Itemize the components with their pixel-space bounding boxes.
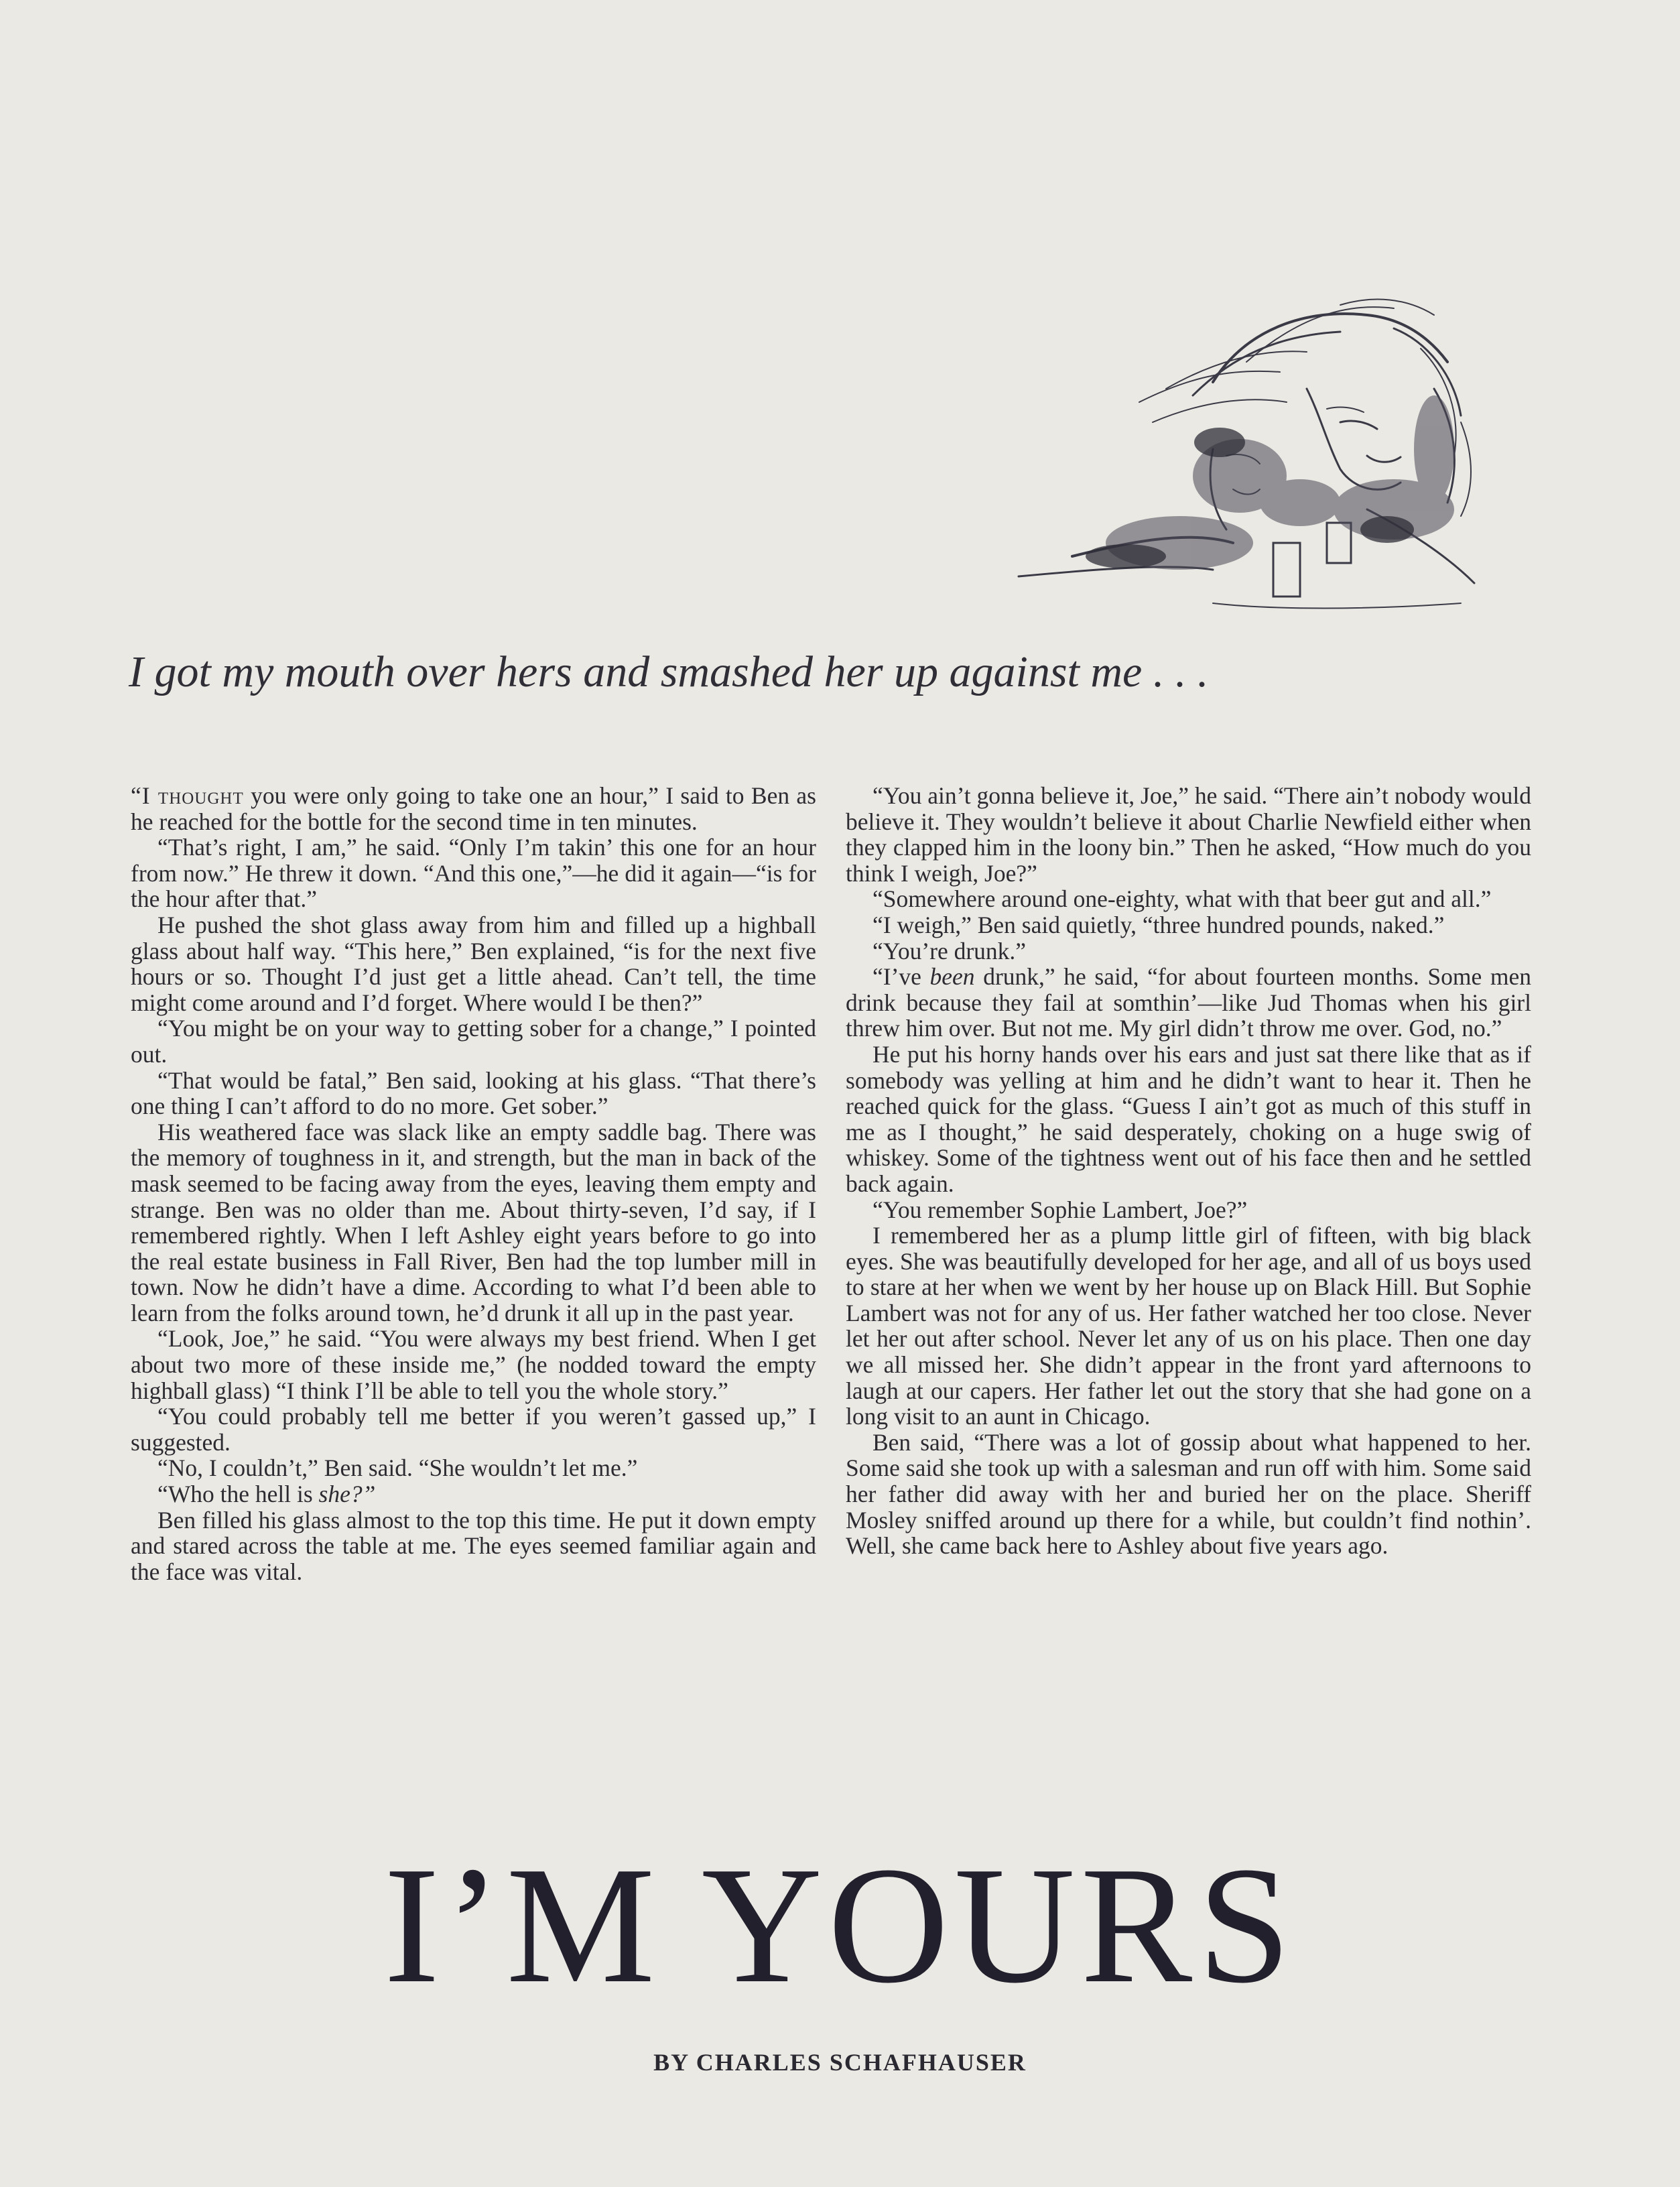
story-column-left xyxy=(131,783,816,1584)
story-paragraph: “I weigh,” Ben said quietly, “three hundred pounds, naked.” xyxy=(873,911,1445,938)
byline: BY CHARLES SCHAFHAUSER xyxy=(653,2049,1027,2076)
story-paragraph: His weathered face was slack like an empty saddle bag. There was the memory of toughness in it, and strength, but the man in back of the mask seemed to be facing away from the eyes, leaving them empty and strange. Ben was no older than me. About thirty-seven, I’d say, if I remembered rightly. When I left Ashley eight years before to go into the real estate business in Fall River, Ben had the top lumber mill in town. Now he didn’t have a dime. According to what I’d been able to learn from the folks around town, he’d drunk it all up in the past year. xyxy=(131,1118,816,1326)
story-paragraph: Ben said, “There was a lot of gossip about what happened to her. Some said she took up with a salesman and run off with him. Some said her father did away with her and buried her on the place. Sheriff Mosley sniffed around up there for a while, but couldn’t find nothin’. Well, she came back here to Ashley about five years ago. xyxy=(846,1428,1531,1560)
story-paragraph: “You’re drunk.” xyxy=(873,937,1027,964)
story-paragraph: He put his horny hands over his ears and just sat there like that as if somebody was yelling at him and he didn’t want to hear it. Then he reached quick for the glass. “Guess I ain’t got as much of this stuff in me as I thought,” he said desperately, choking on a huge swig of whiskey. Some of the tightness went out of his face then and he settled back again. xyxy=(846,1040,1531,1197)
story-paragraph: He pushed the shot glass away from him and filled up a highball glass about half way. “This here,” Ben explained, “is for the next five hours or so. Thought I’d just get a little ahead. Can’t tell, the time might come around and I’d forget. Where would I be then?” xyxy=(131,911,816,1016)
story-paragraph: “You might be on your way to getting sober for a change,” I pointed out. xyxy=(131,1015,816,1068)
story-paragraph: “Look, Joe,” he said. “You were always my best friend. When I get about two more of these inside me,” (he nodded toward the empty highball glass) “I think I’ll be able to tell you the whole story.” xyxy=(131,1325,816,1404)
story-paragraph: “Somewhere around one-eighty, what with that beer gut and all.” xyxy=(873,885,1492,913)
story-paragraph: “No, I couldn’t,” Ben said. “She wouldn’t let me.” xyxy=(157,1454,638,1482)
story-paragraph: Ben filled his glass almost to the top this time. He put it down empty and stared across the table at me. The eyes seemed familiar again and the face was vital. xyxy=(131,1506,816,1585)
story-paragraph: “You ain’t gonna believe it, Joe,” he said. “There ain’t nobody would believe it. They wouldn’t believe it about Charlie Newfield either when they clapped him in the loony bin.” Then he asked, “How much do you think I weigh, Joe?” xyxy=(846,782,1531,887)
story-title: I’M YOURS xyxy=(383,1832,1297,2018)
story-paragraph: “That’s right, I am,” he said. “Only I’m takin’ this one for an hour from now.” He threw it down. “And this one,”—he did it again—“is for the hour after that.” xyxy=(131,834,816,913)
story-lead-in: “I thought xyxy=(131,782,244,809)
story-paragraph: “I’ve been drunk,” he said, “for about fourteen months. Some men drink because they fail at somthin’—like Jud Thomas when his girl threw him over. But not me. My girl didn’t throw me over. God, no.” xyxy=(846,963,1531,1042)
story-paragraph: “That would be fatal,” Ben said, looking at his glass. “That there’s one thing I can’t afford to do no more. Get sober.” xyxy=(131,1066,816,1120)
story-paragraph: “You could probably tell me better if you weren’t gassed up,” I suggested. xyxy=(131,1403,816,1456)
story-paragraph: I remembered her as a plump little girl of fifteen, with big black eyes. She was beautifully developed for her age, and all of us boys used to stare at her when we went by her house up on Black Hill. But Sophie Lambert was not for any of us. Her father watched her too close. Never let her out after school. Never let any of us on his place. Then one day we all missed her. She didn’t appear in the front yard afternoons to laugh at our capers. Her father let out the story that she had gone on a long visit to an aunt in Chicago. xyxy=(846,1222,1531,1430)
pull-quote: I got my mouth over hers and smashed her up against me . . . xyxy=(129,647,1209,696)
story-paragraph: “You remember Sophie Lambert, Joe?” xyxy=(873,1196,1248,1223)
story-column-right xyxy=(846,783,1531,1559)
story-paragraph: “I thought you were only going to take one an hour,” I said to Ben as he reached for the bottle for the second time in ten minutes. xyxy=(131,782,816,835)
story-paragraph: “Who the hell is she?” xyxy=(157,1481,376,1508)
couple-sketch-illustration xyxy=(992,288,1528,630)
